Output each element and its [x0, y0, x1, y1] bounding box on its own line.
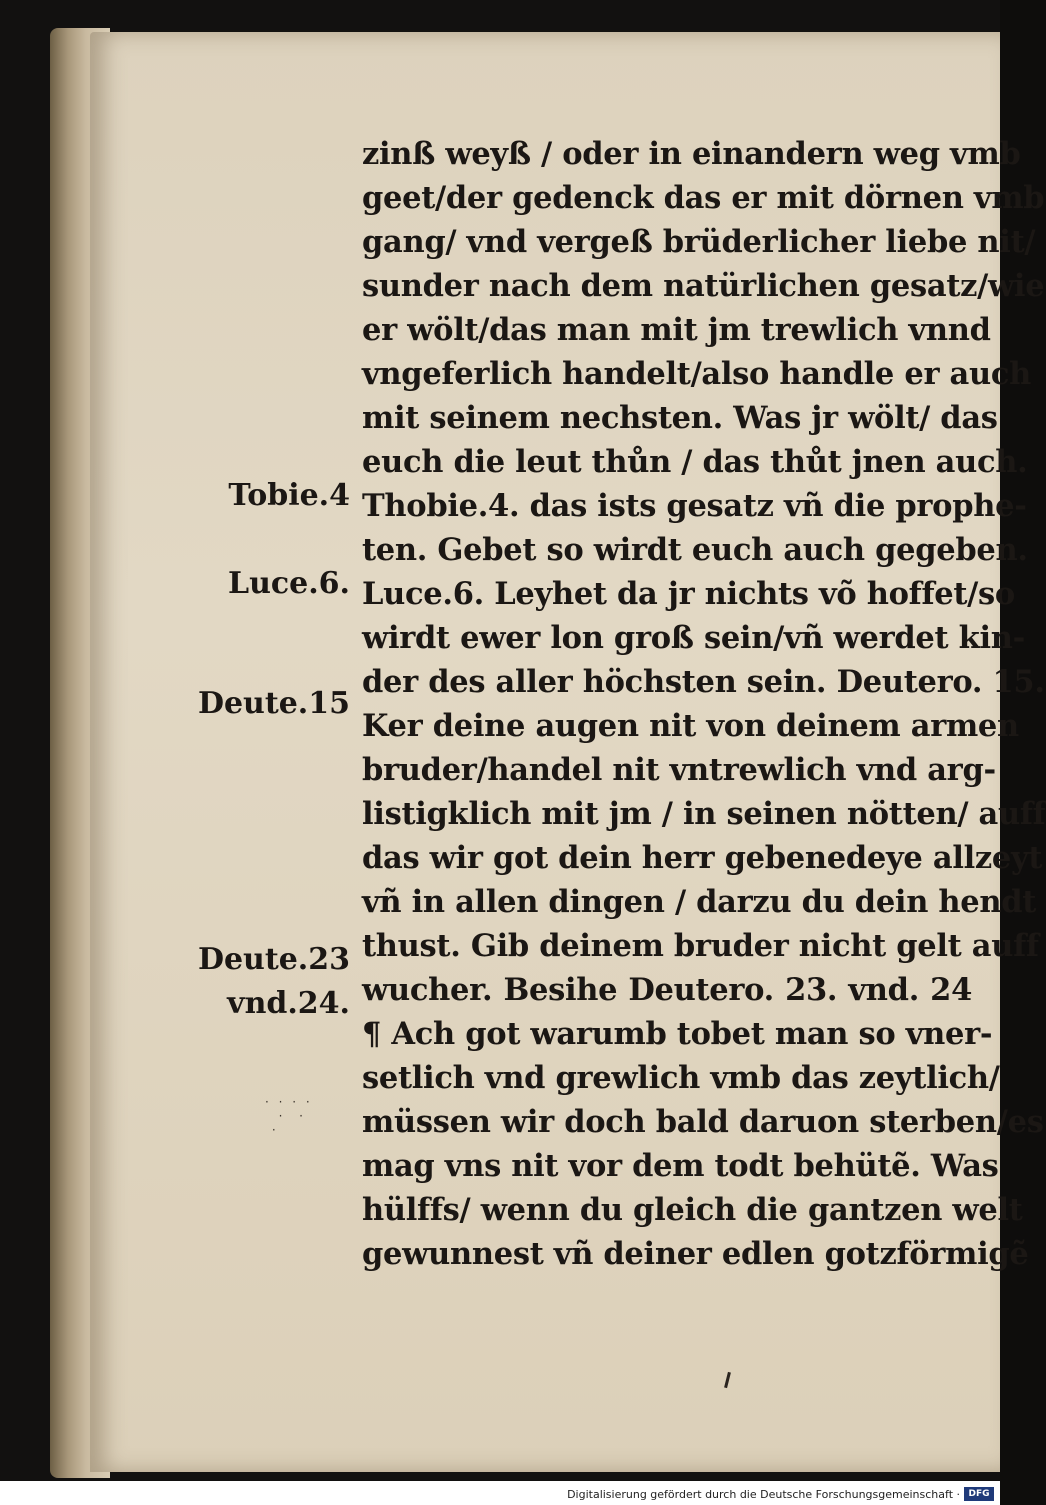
text-line: ¶ Ach got warumb tobet man so vner-	[362, 1016, 993, 1052]
text-line: bruder/handel nit vntrewlich vnd arg-	[362, 752, 996, 788]
text-line: er wölt/das man mit jm trewlich vnnd	[362, 312, 991, 348]
text-line: wucher. Besihe Deutero. 23. vnd. 24	[362, 972, 972, 1008]
text-line: Thobie.4. das ists gesatz vñ die prophe-	[362, 488, 1027, 524]
main-text-block	[362, 132, 1046, 1276]
text-line: geet/der gedenck das er mit dörnen vmb	[362, 180, 1045, 216]
text-line: ten. Gebet so wirdt euch auch gegeben.	[362, 532, 1028, 568]
text-line: vñ in allen dingen / darzu du dein hendt	[362, 884, 1037, 920]
text-line: müssen wir doch bald daruon sterben/es	[362, 1104, 1044, 1140]
text-line: euch die leut thůn / das thůt jnen auch.	[362, 444, 1028, 480]
text-line: listigklich mit jm / in seinen nötten/ auff	[362, 796, 1046, 832]
text-line: vngeferlich handelt/also handle er auch	[362, 356, 1032, 392]
text-line: Luce.6. Leyhet da jr nichts võ hoffet/so	[362, 576, 1015, 612]
footer-bar	[0, 1481, 1000, 1505]
text-line: sunder nach dem natürlichen gesatz/wie	[362, 268, 1045, 304]
text-line: Ker deine augen nit von deinem armen	[362, 708, 1019, 744]
text-line: gang/ vnd vergeß brüderlicher liebe nit/	[362, 224, 1036, 260]
text-line: wirdt ewer lon groß sein/vñ werdet kin-	[362, 620, 1025, 656]
margin-note-tobie: Tobie.4	[228, 478, 350, 513]
margin-note-luce: Luce.6.	[227, 566, 350, 601]
text-line: mag vns nit vor dem todt behütẽ. Was	[362, 1148, 999, 1184]
text-line: hülffs/ wenn du gleich die gantzen welt	[362, 1192, 1023, 1228]
margin-note-deute-23: Deute.23	[197, 942, 350, 977]
text-line: der des aller höchsten sein. Deutero. 15.	[362, 664, 1045, 700]
dfg-logo-icon: DFG	[964, 1487, 994, 1501]
text-line: das wir got dein herr gebenedeye allzeyt	[362, 840, 1043, 876]
text-line: zinß weyß / oder in einandern weg vmb	[362, 136, 1021, 172]
text-line: setlich vnd grewlich vmb das zeytlich/	[362, 1060, 1000, 1096]
margin-note-vnd-24: vnd.24.	[227, 986, 350, 1021]
margin-note-deute-15: Deute.15	[197, 686, 350, 721]
text-line: mit seinem nechsten. Was jr wölt/ das	[362, 400, 998, 436]
ink-specks: · · · · · · ·	[265, 1095, 313, 1137]
text-line: thust. Gib deinem bruder nicht gelt auff	[362, 928, 1039, 964]
footer-credit: Digitalisierung gefördert durch die Deutsche Forschungsgemeinschaft ·	[567, 1488, 960, 1501]
text-line: gewunnest vñ deiner edlen gotzförmigẽ	[362, 1236, 1029, 1272]
